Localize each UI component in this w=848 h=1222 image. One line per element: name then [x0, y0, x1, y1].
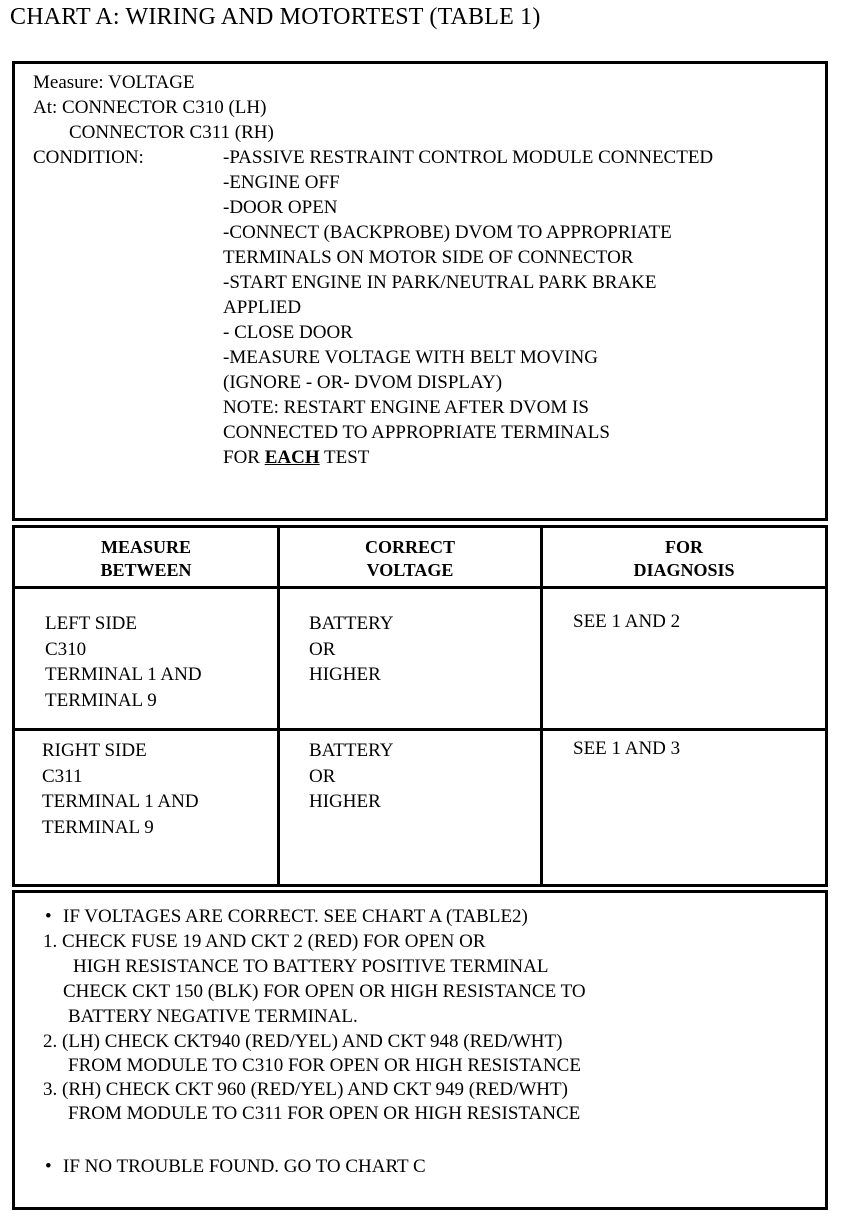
condition-line: -PASSIVE RESTRAINT CONTROL MODULE CONNECTED: [223, 147, 714, 168]
table-cell-voltage: BATTERY OR HIGHER: [309, 613, 394, 685]
header-for-diagnosis: FOR DIAGNOSIS: [633, 537, 735, 580]
bullet-note: • IF VOLTAGES ARE CORRECT. SEE CHART A (TABLE2): [45, 906, 528, 927]
condition-line: CONNECTED TO APPROPRIATE TERMINALS: [223, 422, 610, 443]
note-1-line-2: HIGH RESISTANCE TO BATTERY POSITIVE TERMINAL: [73, 956, 549, 977]
header-divider: [15, 586, 825, 589]
measurement-conditions-box: [12, 61, 828, 521]
condition-line-last: [223, 447, 369, 469]
note-2-line-2: FROM MODULE TO C310 FOR OPEN OR HIGH RESISTANCE: [68, 1055, 581, 1076]
header-measure-between: MEASURE BETWEEN: [100, 537, 192, 580]
diagnosis-notes-box: [12, 890, 828, 1210]
condition-label: CONDITION:: [33, 147, 144, 168]
note-1-line-1: 1. CHECK FUSE 19 AND CKT 2 (RED) FOR OPEN OR: [43, 931, 486, 952]
voltage-table: [12, 525, 828, 887]
condition-line: NOTE: RESTART ENGINE AFTER DVOM IS: [223, 397, 589, 418]
condition-line: -MEASURE VOLTAGE WITH BELT MOVING: [223, 347, 598, 368]
table-cell-measure: RIGHT SIDE C311 TERMINAL 1 AND TERMINAL 9: [42, 740, 199, 838]
condition-line: TERMINALS ON MOTOR SIDE OF CONNECTOR: [223, 247, 634, 268]
note-1-line-4: BATTERY NEGATIVE TERMINAL.: [68, 1006, 358, 1027]
condition-line: APPLIED: [223, 297, 302, 318]
note-3-line-2: FROM MODULE TO C311 FOR OPEN OR HIGH RESISTANCE: [68, 1103, 581, 1124]
condition-line: -START ENGINE IN PARK/NEUTRAL PARK BRAKE: [223, 272, 657, 293]
note-3-line-1: 3. (RH) CHECK CKT 960 (RED/YEL) AND CKT 949 (RED/WHT): [43, 1079, 568, 1100]
measure-line: Measure: VOLTAGE: [33, 72, 195, 93]
table-cell-diagnosis: SEE 1 AND 3: [573, 738, 681, 759]
header-correct-voltage: CORRECT VOLTAGE: [364, 537, 455, 580]
last-line-prefix: FOR: [223, 447, 265, 468]
condition-line: -DOOR OPEN: [223, 197, 338, 218]
last-line-suffix: TEST: [319, 447, 370, 468]
condition-line: - CLOSE DOOR: [223, 322, 353, 343]
at-line-2: CONNECTOR C311 (RH): [69, 122, 274, 143]
table-cell-measure: LEFT SIDE C310 TERMINAL 1 AND TERMINAL 9: [45, 613, 202, 711]
note-1-line-3: CHECK CKT 150 (BLK) FOR OPEN OR HIGH RESISTANCE TO: [63, 981, 586, 1002]
condition-line: -CONNECT (BACKPROBE) DVOM TO APPROPRIATE: [223, 222, 672, 243]
condition-line: (IGNORE - OR- DVOM DISPLAY): [223, 372, 503, 393]
row-divider: [15, 728, 825, 731]
note-2-line-1: 2. (LH) CHECK CKT940 (RED/YEL) AND CKT 948 (RED/WHT): [43, 1031, 563, 1052]
bullet-icon: •: [45, 906, 52, 927]
chart-title: CHART A: WIRING AND MOTORTEST (TABLE 1): [10, 4, 541, 30]
at-line-1: At: CONNECTOR C310 (LH): [33, 97, 267, 118]
table-cell-diagnosis: SEE 1 AND 2: [573, 611, 681, 632]
table-cell-voltage: BATTERY OR HIGHER: [309, 740, 394, 812]
condition-line: -ENGINE OFF: [223, 172, 340, 193]
emphasis-each: EACH: [264, 447, 320, 468]
bullet-note: • IF NO TROUBLE FOUND. GO TO CHART C: [45, 1156, 426, 1177]
bullet-icon: •: [45, 1156, 52, 1177]
